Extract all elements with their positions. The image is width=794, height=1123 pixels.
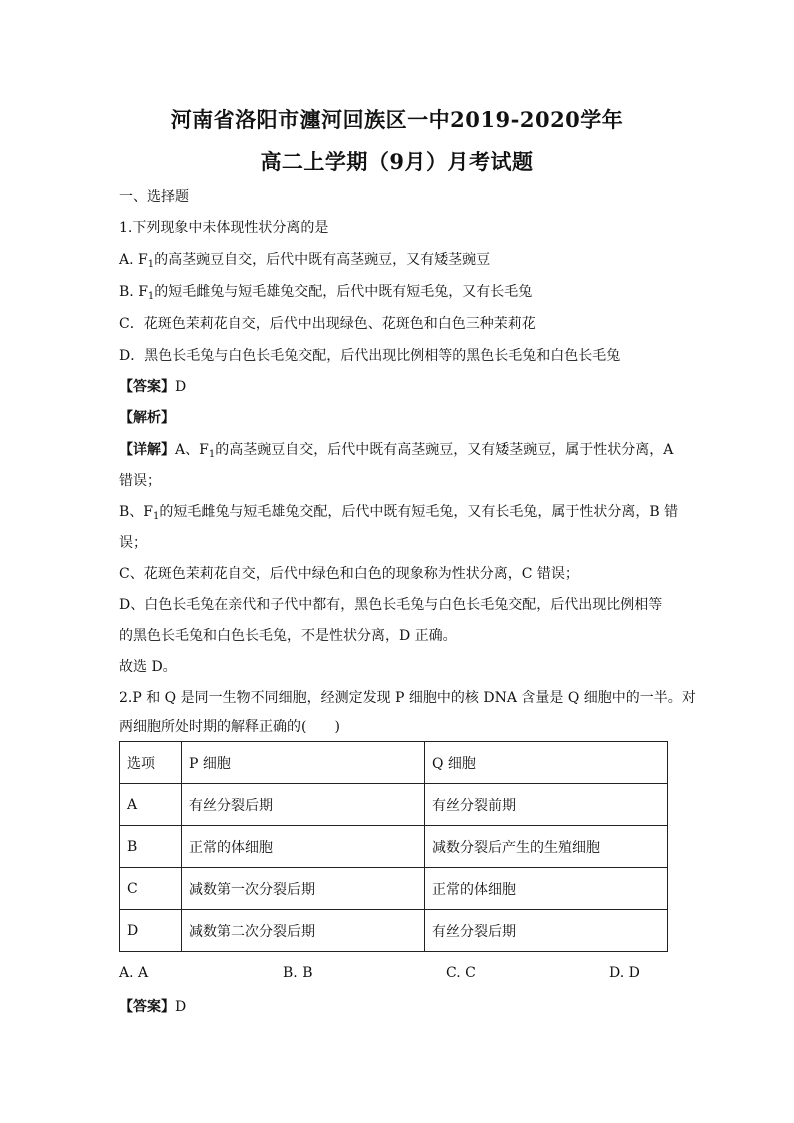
q2-choice-b: B. B bbox=[283, 965, 313, 981]
table-cell: 有丝分裂后期 bbox=[425, 910, 668, 952]
table-cell: 减数分裂后产生的生殖细胞 bbox=[425, 826, 668, 868]
section-heading: 一、选择题 bbox=[119, 189, 189, 205]
table-header-cell: Q 细胞 bbox=[425, 742, 668, 784]
q1-detail-d-line2: 的黑色长毛兔和白色长毛兔，不是性状分离，D 正确。 bbox=[119, 628, 457, 644]
q2-choice-c: C. C bbox=[446, 965, 476, 981]
q1-option-b: B. $F_1$的短毛雌兔与短毛雄兔交配，后代中既有短毛兔，又有长毛兔 bbox=[119, 284, 533, 302]
q1-option-a: A. $F_1$的高茎豌豆自交，后代中既有高茎豌豆，又有矮茎豌豆 bbox=[119, 252, 491, 270]
table-row bbox=[120, 910, 668, 952]
q1-detail-a-cont: 错误； bbox=[119, 473, 161, 489]
q2-choice-d: D. D bbox=[609, 965, 640, 981]
table-cell: 有丝分裂后期 bbox=[182, 784, 425, 826]
q1-stem: 1.下列现象中未体现性状分离的是 bbox=[119, 220, 329, 236]
doc-title-line2: 高二上学期（9月）月考试题 bbox=[260, 149, 534, 174]
q1-analysis-label: 【解析】 bbox=[119, 410, 175, 426]
table-cell: A bbox=[120, 784, 182, 826]
doc-title-line1: 河南省洛阳市瀍河回族区一中2019-2020学年 bbox=[170, 107, 624, 132]
table-header-cell: 选项 bbox=[120, 742, 182, 784]
q2-options-table bbox=[119, 741, 668, 952]
q2-choice-a: A. A bbox=[119, 965, 149, 981]
table-cell: 正常的体细胞 bbox=[425, 868, 668, 910]
q2-stem-line1: 2.P 和 Q 是同一生物不同细胞，经测定发现 P 细胞中的核 DNA 含量是 Q 细胞中的一半。对 bbox=[119, 690, 696, 706]
table-row bbox=[120, 868, 668, 910]
table-cell: 减数第一次分裂后期 bbox=[182, 868, 425, 910]
q2-answer: 【答案】D bbox=[119, 999, 187, 1015]
table-cell: D bbox=[120, 910, 182, 952]
table-cell: 减数第二次分裂后期 bbox=[182, 910, 425, 952]
table-cell: 正常的体细胞 bbox=[182, 826, 425, 868]
q1-option-d: D．黑色长毛兔与白色长毛兔交配，后代出现比例相等的黑色长毛兔和白色长毛兔 bbox=[119, 348, 621, 364]
table-header-cell: P 细胞 bbox=[182, 742, 425, 784]
table-row bbox=[120, 784, 668, 826]
q1-detail-b: B、$F_1$的短毛雌兔与短毛雄兔交配，后代中既有短毛兔，又有长毛兔，属于性状分离，B 错 bbox=[119, 504, 679, 522]
table-cell: 有丝分裂前期 bbox=[425, 784, 668, 826]
q1-conclusion: 故选 D。 bbox=[119, 659, 177, 675]
table-cell: B bbox=[120, 826, 182, 868]
q1-detail-a: 【详解】A、$F_1$的高茎豌豆自交，后代中既有高茎豌豆，又有矮茎豌豆，属于性状分离，A bbox=[119, 442, 674, 460]
q1-option-c: C．花斑色茉莉花自交，后代中出现绿色、花斑色和白色三种茉莉花 bbox=[119, 316, 536, 332]
table-cell: C bbox=[120, 868, 182, 910]
q1-answer: 【答案】D bbox=[119, 379, 187, 395]
q1-detail-d-line1: D、白色长毛兔在亲代和子代中都有，黑色长毛兔与白色长毛兔交配，后代出现比例相等 bbox=[119, 597, 663, 613]
table-row bbox=[120, 826, 668, 868]
q1-detail-b-cont: 误； bbox=[119, 535, 147, 551]
table-header-row bbox=[120, 742, 668, 784]
q1-detail-c: C、花斑色茉莉花自交，后代中绿色和白色的现象称为性状分离，C 错误； bbox=[119, 566, 579, 582]
q2-stem-line2: 两细胞所处时期的解释正确的( ) bbox=[119, 719, 340, 735]
